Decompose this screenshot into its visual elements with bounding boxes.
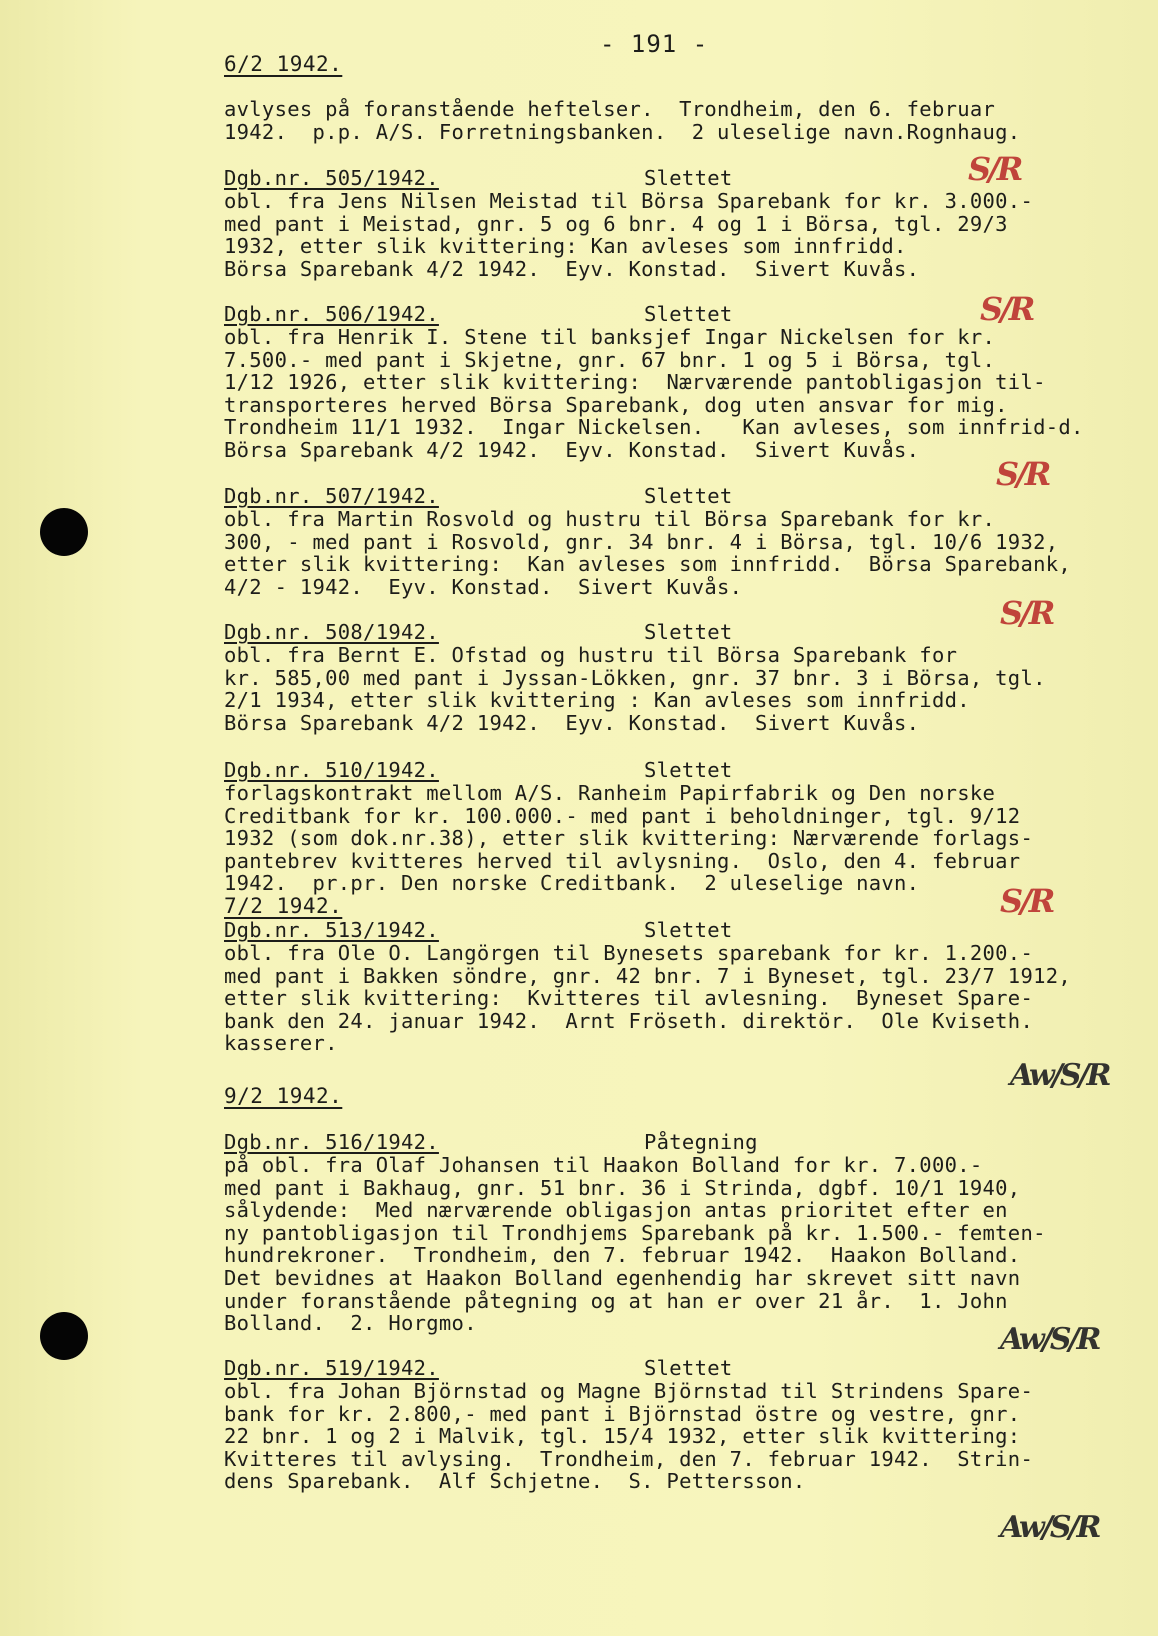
entry-body: obl. fra Ole O. Langörgen til Bynesets sparebank for kr. 1.200.- med pant i Bakken söndre, gnr. 42 bnr. 7 i Byneset, tgl. 23/7 1912, etter slik kvittering: Kvitteres til avlesning. Byneset Spare- bank den 24. januar 1942. Arnt Fröseth. direktör. Ole Kviseth. kasserer. [224,941,1072,1056]
entry-header [224,1130,1124,1154]
entry-header [224,758,1124,782]
entry-body: obl. fra Jens Nilsen Meistad til Börsa Sparebank for kr. 3.000.- med pant i Meistad, gnr. 5 og 6 bnr. 4 og 1 i Börsa, tgl. 29/3 1932, etter slik kvittering: Kan avleses som innfridd. Börsa Sparebank 4/2 1942. Eyv. Konstad. Sivert Kuvås. [224,189,1034,281]
entry-header [224,918,1124,942]
entry-ref: Dgb.nr. 507/1942. [224,484,439,508]
date-header: 6/2 1942. [224,52,343,76]
entry-header [224,620,1124,644]
entry-ref: Dgb.nr. 505/1942. [224,166,439,190]
entry-header [224,484,1124,508]
entry-status: Slettet [644,166,733,190]
entry-status: Slettet [644,484,733,508]
handwritten-initials: Aw/S/R [1000,1322,1099,1357]
entry-ref: Dgb.nr. 513/1942. [224,918,439,942]
entry-status: Slettet [644,620,733,644]
entry-body: obl. fra Bernt E. Ofstad og hustru til Börsa Sparebank for kr. 585,00 med pant i Jyssan-Lökken, gnr. 37 bnr. 3 i Börsa, tgl. 2/1 1934, etter slik kvittering : Kan avleses som innfridd. Börsa Sparebank 4/2 1942. Eyv. Konstad. Sivert Kuvås. [224,643,1046,735]
entry-ref: Dgb.nr. 519/1942. [224,1356,439,1380]
entry-body: obl. fra Henrik I. Stene til banksjef Ingar Nickelsen for kr. 7.500.- med pant i Skjetne, gnr. 67 bnr. 1 og 5 i Börsa, tgl. 1/12 1926, etter slik kvittering: Nærværende pantobligasjon til- transporteres herved Börsa Sparebank, dog uten ansvar for mig. Trondheim 11/1 1932. Ingar Nickelsen. Kan avleses, som innfrid-d. Börsa Sparebank 4/2 1942. Eyv. Konstad. Sivert Kuvås. [224,325,1084,462]
date-header: 7/2 1942. [224,894,343,918]
entry-body: obl. fra Johan Björnstad og Magne Björnstad til Strindens Spare- bank for kr. 2.800,- med pant i Björnstad östre og vestre, gnr. 22 bnr. 1 og 2 i Malvik, tgl. 15/4 1932, etter slik kvittering: Kvitteres til avlysing. Trondheim, den 7. februar 1942. Strin- dens Sparebank. Alf Schjetne. S. Pettersson. [224,1379,1034,1494]
entry-status: Slettet [644,758,733,782]
handwritten-initials: Aw/S/R [1010,1058,1109,1093]
handwritten-initials: S/R [968,150,1021,188]
entry-ref: Dgb.nr. 516/1942. [224,1130,439,1154]
entry-body: obl. fra Martin Rosvold og hustru til Börsa Sparebank for kr. 300, - med pant i Rosvold, gnr. 34 bnr. 4 i Börsa, tgl. 10/6 1932, etter slik kvittering: Kan avleses som innfridd. Börsa Sparebank, 4/2 - 1942. Eyv. Konstad. Sivert Kuvås. [224,507,1072,599]
handwritten-initials: S/R [996,455,1049,493]
entry-body: forlagskontrakt mellom A/S. Ranheim Papirfabrik og Den norske Creditbank for kr. 100.000.- med pant i beholdninger, tgl. 9/12 1932 (som dok.nr.38), etter slik kvittering: Nærværende forlags- pantebrev kvitteres herved til avlysning. Oslo, den 4. februar 1942. pr.pr. Den norske Creditbank. 2 uleselige navn. [224,781,1034,896]
handwritten-initials: S/R [1000,882,1053,920]
handwritten-initials: S/R [1000,594,1053,632]
punch-hole [40,1312,88,1360]
page-number: - 191 - [600,30,709,58]
entry-status: Slettet [644,1356,733,1380]
handwritten-initials: S/R [980,290,1033,328]
intro-text: avlyses på foranstående heftelser. Trondheim, den 6. februar 1942. p.p. A/S. Forretningsbanken. 2 uleselige navn.Rognhaug. [224,97,1021,144]
entry-body: på obl. fra Olaf Johansen til Haakon Bolland for kr. 7.000.- med pant i Bakhaug, gnr. 51 bnr. 36 i Strinda, dgbf. 10/1 1940, sålydende: Med nærværende obligasjon antas prioritet efter en ny pantobligasjon til Trondhjems Sparebank på kr. 1.500.- femten- hundrekroner. Trondheim, den 7. februar 1942. Haakon Bolland. Det bevidnes at Haakon Bolland egenhendig har skrevet sitt navn under foranstående påtegning og at han er over 21 år. 1. John Bolland. 2. Horgmo. [224,1153,1046,1336]
entry-ref: Dgb.nr. 508/1942. [224,620,439,644]
entry-status: Slettet [644,918,733,942]
entry-ref: Dgb.nr. 510/1942. [224,758,439,782]
handwritten-initials: Aw/S/R [1000,1510,1099,1545]
punch-hole [40,508,88,556]
entry-status: Slettet [644,302,733,326]
entry-status: Påtegning [644,1130,758,1154]
date-header: 9/2 1942. [224,1084,343,1108]
entry-header [224,1356,1124,1380]
entry-ref: Dgb.nr. 506/1942. [224,302,439,326]
